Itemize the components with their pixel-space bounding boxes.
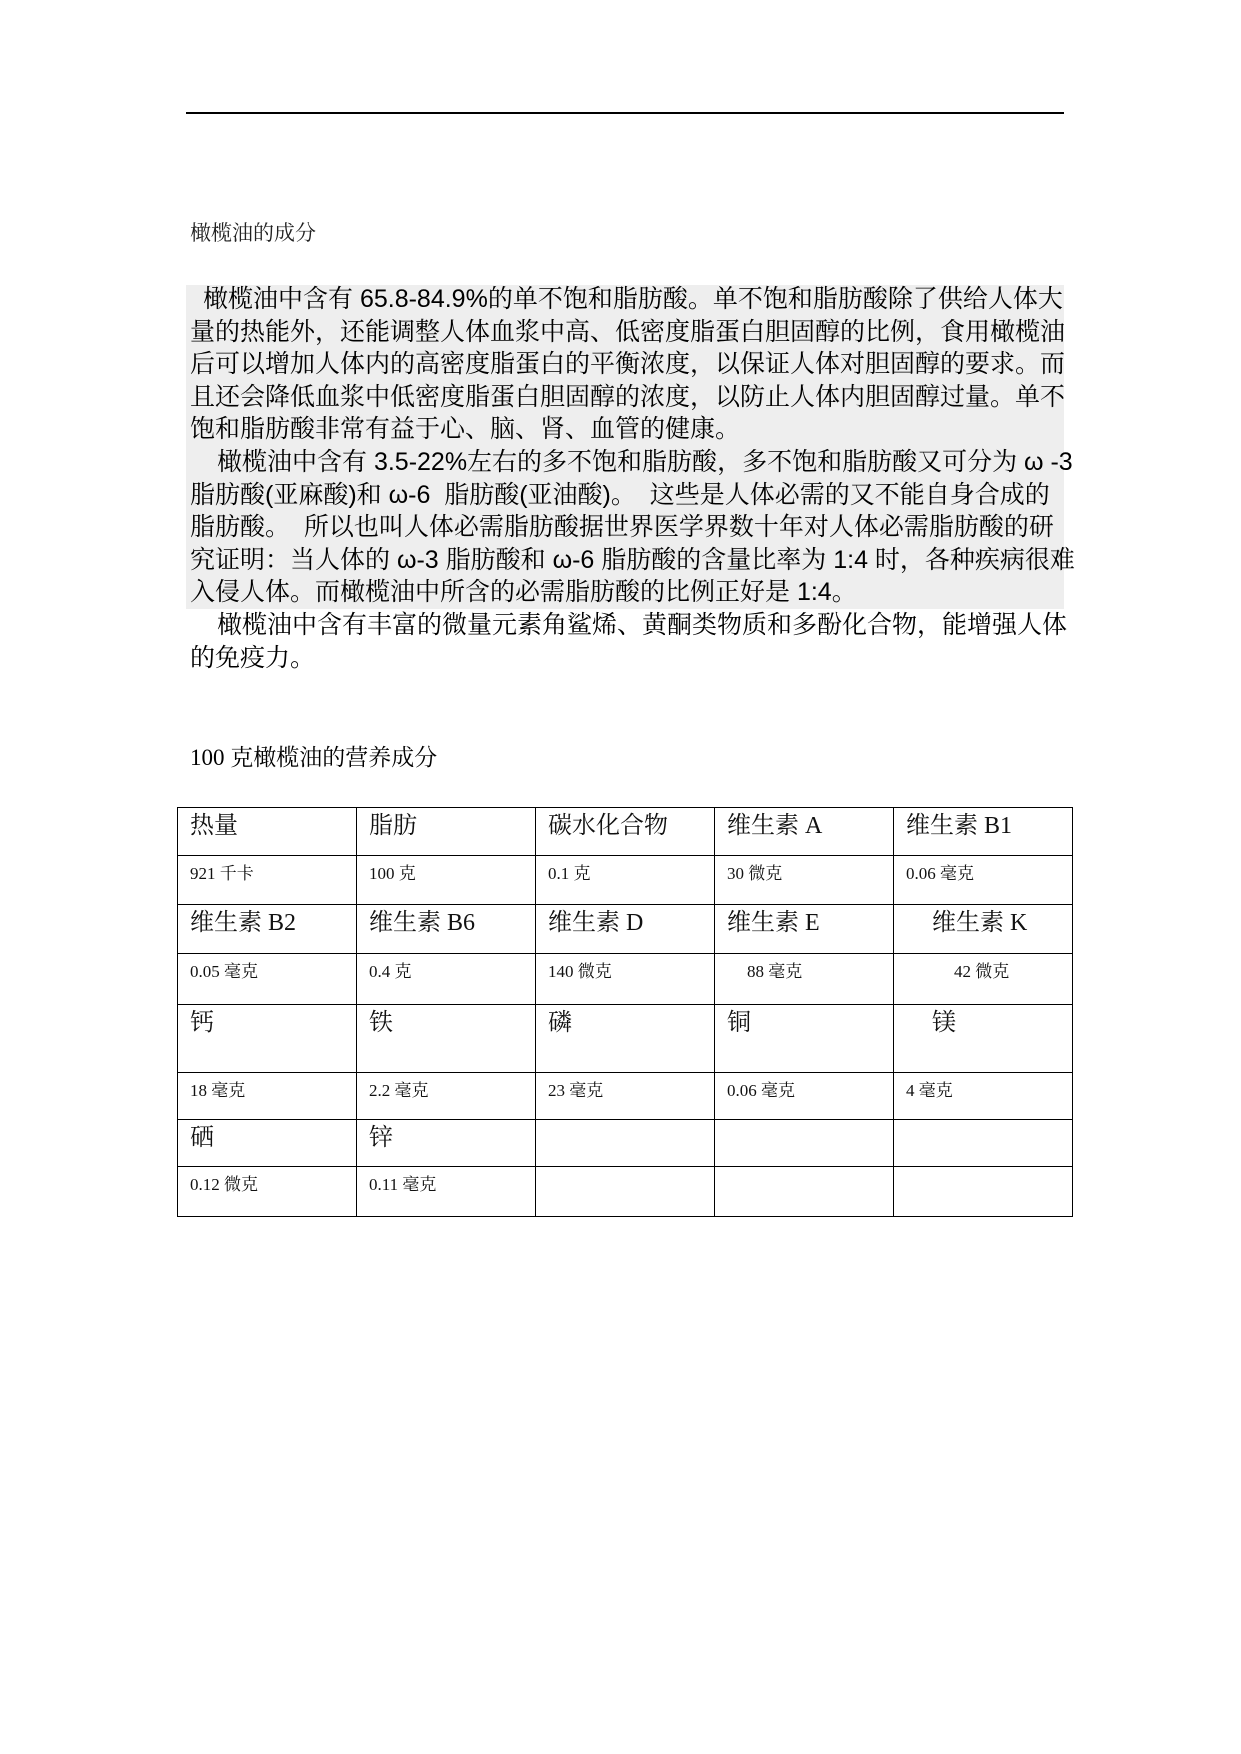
table-title: 100 克橄榄油的营养成分 — [190, 745, 438, 770]
nutrient-name-cell: 维生素 B2 — [178, 905, 357, 954]
nutrient-name-cell: 镁 — [894, 1005, 1073, 1073]
nutrient-amount-row — [178, 954, 1073, 1005]
paragraph-monounsaturated — [190, 283, 1190, 446]
text-line: 脂肪酸(亚麻酸)和 ω-6 脂肪酸(亚油酸)。 这些是人体必需的又不能自身合成的 — [190, 480, 1050, 509]
nutrient-name-row — [178, 1120, 1073, 1167]
nutrient-amount-row — [178, 1073, 1073, 1120]
nutrient-name-cell: 磷 — [536, 1005, 715, 1073]
nutrient-name-cell: 锌 — [357, 1120, 536, 1167]
text-line: 脂肪酸。 所以也叫人体必需脂肪酸据世界医学界数十年对人体必需脂肪酸的研 — [190, 513, 1054, 542]
text-line: 且还会降低血浆中低密度脂蛋白胆固醇的浓度，以防止人体内胆固醇过量。单不 — [190, 382, 1066, 411]
text-line: 入侵人体。而橄榄油中所含的必需脂肪酸的比例正好是 1:4。 — [190, 578, 857, 607]
nutrient-amount-cell: 140 微克 — [536, 954, 715, 1005]
nutrient-amount-cell: 921 千卡 — [178, 856, 357, 905]
nutrient-amount-cell: 0.4 克 — [357, 954, 536, 1005]
nutrient-name-cell: 维生素 B1 — [894, 808, 1073, 856]
empty-cell — [894, 1167, 1073, 1217]
paragraph-polyunsaturated — [190, 446, 1190, 609]
nutrient-name-row — [178, 1005, 1073, 1073]
nutrient-name-row — [178, 905, 1073, 954]
nutrient-amount-cell: 2.2 毫克 — [357, 1073, 536, 1120]
nutrient-name-cell: 铁 — [357, 1005, 536, 1073]
text-line: 量的热能外，还能调整人体血浆中高、低密度脂蛋白胆固醇的比例，食用橄榄油 — [190, 317, 1066, 346]
nutrient-name-cell: 钙 — [178, 1005, 357, 1073]
nutrient-amount-cell: 0.1 克 — [536, 856, 715, 905]
text-line: 后可以增加人体内的高密度脂蛋白的平衡浓度，以保证人体对胆固醇的要求。而 — [190, 350, 1066, 379]
empty-cell — [536, 1120, 715, 1167]
text-line: 橄榄油中含有 3.5-22%左右的多不饱和脂肪酸，多不饱和脂肪酸又可分为 ω -3 — [217, 447, 1073, 476]
nutrient-amount-cell: 0.11 毫克 — [357, 1167, 536, 1217]
nutrient-amount-cell: 18 毫克 — [178, 1073, 357, 1120]
nutrient-name-cell: 维生素 D — [536, 905, 715, 954]
text-line: 饱和脂肪酸非常有益于心、脑、肾、血管的健康。 — [190, 415, 741, 444]
empty-cell — [894, 1120, 1073, 1167]
article-body — [190, 283, 1190, 674]
nutrient-name-cell: 脂肪 — [357, 808, 536, 856]
nutrient-amount-cell: 0.05 毫克 — [178, 954, 357, 1005]
paragraph-trace-elements — [190, 609, 1190, 674]
nutrient-name-cell: 硒 — [178, 1120, 357, 1167]
nutrition-table — [177, 807, 1073, 1217]
nutrient-amount-cell: 0.06 毫克 — [894, 856, 1073, 905]
section-title: 橄榄油的成分 — [190, 221, 316, 245]
text-line: 究证明：当人体的 ω-3 脂肪酸和 ω-6 脂肪酸的含量比率为 1:4 时，各种疾病很难 — [190, 545, 1075, 574]
nutrient-name-cell: 碳水化合物 — [536, 808, 715, 856]
nutrient-amount-cell: 0.06 毫克 — [715, 1073, 894, 1120]
text-line: 橄榄油中含有丰富的微量元素角鲨烯、黄酮类物质和多酚化合物，能增强人体 — [217, 610, 1068, 639]
nutrient-amount-cell: 88 毫克 — [715, 954, 894, 1005]
nutrient-name-cell: 铜 — [715, 1005, 894, 1073]
nutrient-amount-cell: 100 克 — [357, 856, 536, 905]
text-line: 橄榄油中含有 65.8-84.9%的单不饱和脂肪酸。单不饱和脂肪酸除了供给人体大 — [203, 285, 1063, 313]
nutrient-name-cell: 维生素 A — [715, 808, 894, 856]
nutrient-name-cell: 维生素 B6 — [357, 905, 536, 954]
nutrient-amount-cell: 30 微克 — [715, 856, 894, 905]
nutrient-name-cell: 热量 — [178, 808, 357, 856]
empty-cell — [715, 1120, 894, 1167]
nutrient-amount-cell: 23 毫克 — [536, 1073, 715, 1120]
nutrient-amount-cell: 0.12 微克 — [178, 1167, 357, 1217]
nutrient-amount-row — [178, 1167, 1073, 1217]
nutrient-name-cell: 维生素 E — [715, 905, 894, 954]
nutrient-amount-cell: 42 微克 — [894, 954, 1073, 1005]
nutrient-name-row — [178, 808, 1073, 856]
nutrient-name-cell: 维生素 K — [894, 905, 1073, 954]
empty-cell — [715, 1167, 894, 1217]
header-rule — [186, 112, 1064, 114]
empty-cell — [536, 1167, 715, 1217]
text-line: 的免疫力。 — [190, 643, 316, 672]
nutrient-amount-cell: 4 毫克 — [894, 1073, 1073, 1120]
nutrient-amount-row — [178, 856, 1073, 905]
